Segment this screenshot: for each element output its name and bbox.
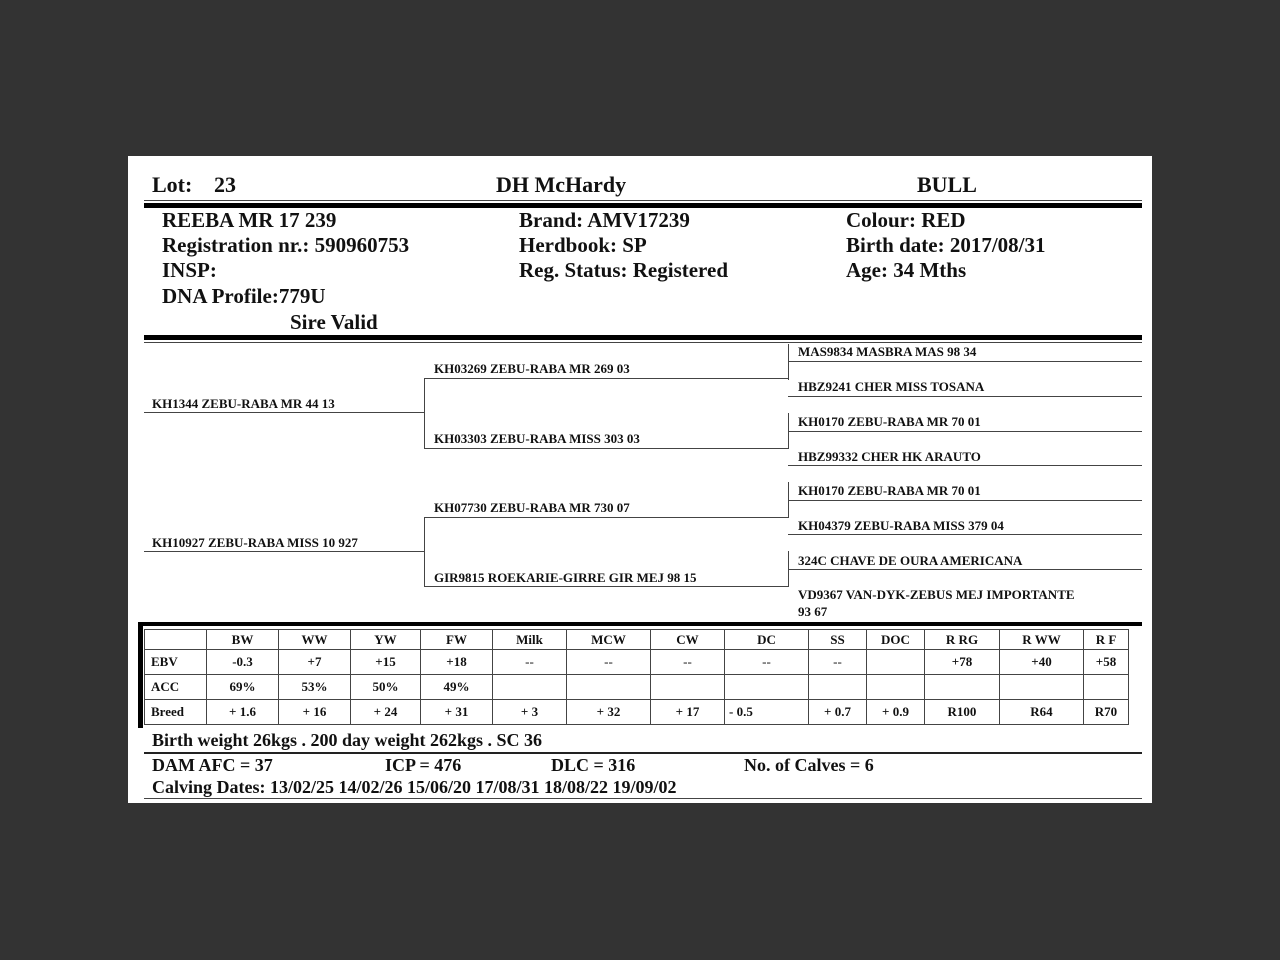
animal-name: REEBA MR 17 239	[162, 208, 337, 232]
sex-label: BULL	[917, 172, 977, 197]
ebv-corner-cell	[145, 630, 207, 650]
ebv-cell: --	[567, 650, 651, 675]
ebv-cell: 53%	[279, 675, 351, 700]
reg-status: Reg. Status: Registered	[519, 258, 728, 282]
ebv-row-label: ACC	[145, 675, 207, 700]
ebv-row-breed	[145, 700, 1129, 725]
pedigree-sire-dam: KH03303 ZEBU-RABA MISS 303 03	[434, 431, 640, 446]
ebv-left-bar	[138, 622, 143, 728]
ebv-cell: -0.3	[207, 650, 279, 675]
birth-date: Birth date: 2017/08/31	[846, 233, 1046, 257]
pedigree-ggp-1: MAS9834 MASBRA MAS 98 34	[798, 344, 977, 359]
ebv-cell: +78	[925, 650, 1000, 675]
ebv-cell: + 31	[421, 700, 493, 725]
ebv-cell: +40	[1000, 650, 1084, 675]
pedigree-ggp-5: KH0170 ZEBU-RABA MR 70 01	[798, 483, 981, 498]
header-rule-thin	[144, 200, 1142, 201]
info-rule-thick	[144, 335, 1142, 340]
ebv-cell: + 32	[567, 700, 651, 725]
ebv-row-label: EBV	[145, 650, 207, 675]
pedigree-ggp-7: 324C CHAVE DE OURA AMERICANA	[798, 553, 1023, 568]
dna-profile: DNA Profile:779U	[162, 284, 326, 308]
dam-afc: DAM AFC = 37	[152, 755, 273, 775]
dlc: DLC = 316	[551, 755, 636, 775]
summary-rule	[144, 752, 1142, 754]
ebv-cell	[867, 650, 925, 675]
pedigree-dam-sire: KH07730 ZEBU-RABA MR 730 07	[434, 500, 630, 515]
ebv-col-header: WW	[279, 630, 351, 650]
ebv-col-header: R RG	[925, 630, 1000, 650]
ebv-cell: R64	[1000, 700, 1084, 725]
ebv-cell: 50%	[351, 675, 421, 700]
ebv-col-header: DOC	[867, 630, 925, 650]
ebv-cell: + 24	[351, 700, 421, 725]
ebv-cell	[1000, 675, 1084, 700]
ebv-cell: --	[651, 650, 725, 675]
colour: Colour: RED	[846, 208, 966, 232]
ebv-cell: R100	[925, 700, 1000, 725]
pedigree-sire: KH1344 ZEBU-RABA MR 44 13	[152, 396, 335, 411]
ebv-col-header: MCW	[567, 630, 651, 650]
ebv-cell: +15	[351, 650, 421, 675]
ebv-cell	[493, 675, 567, 700]
ebv-col-header: FW	[421, 630, 493, 650]
calves-count: No. of Calves = 6	[744, 755, 874, 775]
pedigree-dam-dam: GIR9815 ROEKARIE-GIRRE GIR MEJ 98 15	[434, 570, 697, 585]
ebv-row-label: Breed	[145, 700, 207, 725]
ebv-col-header: YW	[351, 630, 421, 650]
pedigree-ggp-8-line2: 93 67	[798, 604, 828, 619]
pedigree-dam: KH10927 ZEBU-RABA MISS 10 927	[152, 535, 358, 550]
ebv-cell: +7	[279, 650, 351, 675]
ebv-cell	[809, 675, 867, 700]
ebv-cell	[867, 675, 925, 700]
ebv-col-header: Milk	[493, 630, 567, 650]
pedigree-ggp-4: HBZ99332 CHER HK ARAUTO	[798, 449, 981, 464]
ebv-cell: --	[493, 650, 567, 675]
ebv-cell: + 0.9	[867, 700, 925, 725]
bottom-rule	[144, 798, 1142, 799]
ebv-col-header: SS	[809, 630, 867, 650]
pedigree-ggp-8-line1: VD9367 VAN-DYK-ZEBUS MEJ IMPORTANTE	[798, 587, 1075, 602]
brand: Brand: AMV17239	[519, 208, 690, 232]
ebv-cell	[651, 675, 725, 700]
breeder-name: DH McHardy	[496, 172, 627, 197]
pedigree-sire-sire: KH03269 ZEBU-RABA MR 269 03	[434, 361, 630, 376]
ebv-cell: +58	[1084, 650, 1129, 675]
sire-valid: Sire Valid	[290, 310, 378, 334]
herdbook: Herdbook: SP	[519, 233, 647, 257]
lot-card	[128, 156, 1152, 803]
icp: ICP = 476	[385, 755, 462, 775]
ebv-cell	[1084, 675, 1129, 700]
ebv-col-header: CW	[651, 630, 725, 650]
ebv-header-row	[145, 630, 1129, 650]
pedigree-ggp-3: KH0170 ZEBU-RABA MR 70 01	[798, 414, 981, 429]
ebv-cell: R70	[1084, 700, 1129, 725]
ebv-cell: 49%	[421, 675, 493, 700]
registration-number: Registration nr.: 590960753	[162, 233, 410, 257]
ebv-cell: 69%	[207, 675, 279, 700]
lot-number: 23	[214, 172, 236, 197]
ebv-row-ebv	[145, 650, 1129, 675]
ebv-cell: + 17	[651, 700, 725, 725]
ebv-cell: + 16	[279, 700, 351, 725]
info-rule-thin	[144, 342, 1142, 343]
ebv-col-header: DC	[725, 630, 809, 650]
calving-dates: Calving Dates: 13/02/25 14/02/26 15/06/20 17/08/31 18/08/22 19/09/02	[152, 777, 677, 797]
pedigree-ggp-6: KH04379 ZEBU-RABA MISS 379 04	[798, 518, 1004, 533]
ebv-col-header: R WW	[1000, 630, 1084, 650]
age: Age: 34 Mths	[846, 258, 967, 282]
ebv-cell: + 1.6	[207, 700, 279, 725]
ebv-cell: + 0.7	[809, 700, 867, 725]
ebv-col-header: BW	[207, 630, 279, 650]
pedigree-ggp-2: HBZ9241 CHER MISS TOSANA	[798, 379, 985, 394]
ebv-table	[144, 629, 1129, 725]
ebv-cell: - 0.5	[725, 700, 809, 725]
ebv-cell	[567, 675, 651, 700]
weights-summary: Birth weight 26kgs . 200 day weight 262kgs . SC 36	[152, 730, 543, 750]
ebv-cell: + 3	[493, 700, 567, 725]
ebv-cell: --	[725, 650, 809, 675]
ebv-col-header: R F	[1084, 630, 1129, 650]
ebv-cell	[925, 675, 1000, 700]
ebv-row-acc	[145, 675, 1129, 700]
ebv-cell	[725, 675, 809, 700]
insp-label: INSP:	[162, 258, 217, 282]
ebv-cell: +18	[421, 650, 493, 675]
lot-label: Lot:	[152, 172, 193, 197]
ebv-rule-thick	[138, 622, 1142, 626]
ebv-cell: --	[809, 650, 867, 675]
